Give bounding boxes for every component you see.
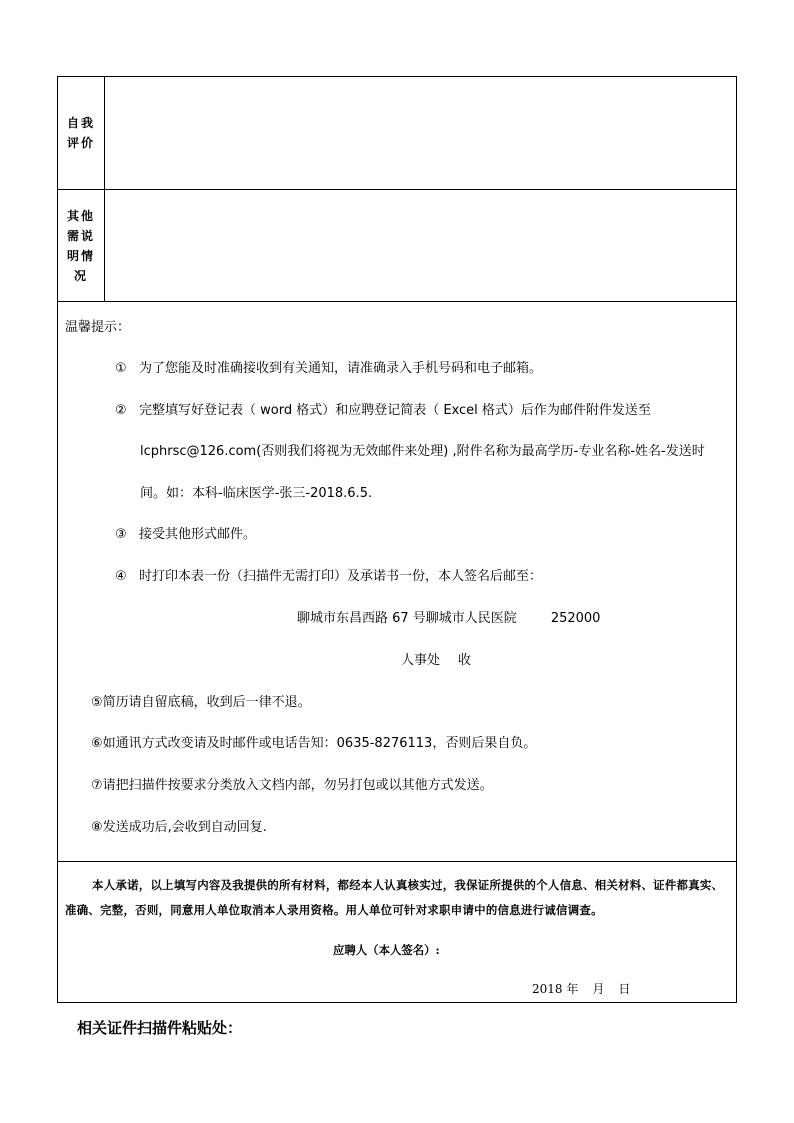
tips-title: 温馨提示： [65,320,131,335]
self-evaluation-row [58,77,736,190]
tip-text: lcphrsc@126.com(否则我们将视为无效邮件来处理) ,附件名称为最高学历-专业名称-姓名-发送时 [140,444,705,459]
tip-text: 时打印本表一份（扫描件无需打印）及承诺书一份，本人签名后邮至： [139,569,543,584]
tip-text: 接受其他形式邮件。 [139,527,257,542]
tip-number: ③ [115,527,127,542]
tip-item-2-line-3 [140,482,372,501]
tip-item-2-line-2 [140,440,705,459]
mailing-address [297,607,600,626]
tip-item-1 [115,357,542,376]
other-notes-field[interactable] [105,190,736,301]
other-notes-row [58,190,736,302]
other-notes-label-cell [58,190,105,301]
tip-text: 完整填写好登记表（ word 格式）和应聘登记简表（ Excel 格式）后作为邮件附件发送至 [139,403,651,418]
recipient-suffix: 收 [458,653,472,668]
tips-section [58,302,736,862]
date-day: 日 [618,982,631,996]
tip-text: 为了您能及时准确接收到有关通知，请准确录入手机号码和电子邮箱。 [139,361,543,376]
form-table [57,76,737,1003]
other-notes-label: 其他需说明情况 [66,208,95,283]
tip-number: ② [115,403,127,418]
tip-item-8: ⑧发送成功后,会收到自动回复. [91,820,267,835]
promise-statement: 本人承诺，以上填写内容及我提供的所有材料，都经本人认真核实过，我保证所提供的个人信息、相关材料、证件都真实、准确、完整，否则，同意用人单位取消本人录用资格。用人单位可针对求职申请中的信息进行诚信调查。 [65,878,724,917]
recipient-name: 人事处 [401,653,441,668]
tip-item-4 [115,565,542,584]
date-month: 月 [592,982,605,996]
recipient [401,649,471,668]
attachments-heading: 相关证件扫描件粘贴处： [77,1019,243,1037]
tip-number: ① [115,361,127,376]
tip-item-2 [115,399,651,418]
tip-item-7: ⑦请把扫描件按要求分类放入文档内部，勿另打包或以其他方式发送。 [91,778,493,793]
promise-section [58,862,736,1002]
self-evaluation-label: 自我评价 [66,116,95,150]
tip-item-3 [115,523,256,542]
date-year: 2018 年 [532,982,579,996]
tip-number: ④ [115,569,127,584]
self-evaluation-field[interactable] [105,77,736,189]
applicant-signature-label: 应聘人（本人签名）: [333,943,440,957]
address-text: 聊城市东昌西路 67 号聊城市人民医院 [297,611,517,626]
tip-item-5: ⑤简历请自留底稿，收到后一律不退。 [91,695,311,710]
tip-item-6: ⑥如通讯方式改变请及时邮件或电话告知：0635-8276113，否则后果自负。 [91,736,537,751]
signature-date [532,980,644,997]
tip-text: 间。如：本科-临床医学-张三-2018.6.5. [140,486,373,501]
self-evaluation-label-cell [58,77,105,189]
postal-code: 252000 [550,611,601,626]
